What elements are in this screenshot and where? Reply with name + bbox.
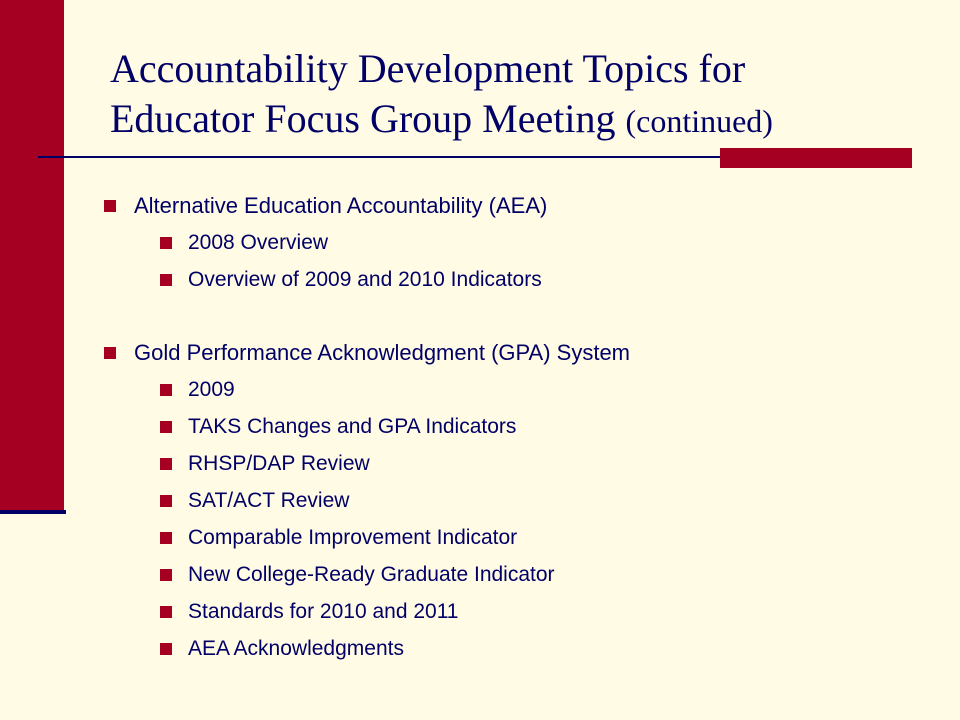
bullet-item bbox=[160, 412, 516, 442]
bullet-text: Standards for 2010 and 2011 bbox=[188, 600, 459, 623]
bullet-square-icon bbox=[160, 532, 172, 544]
bullet-text: Alternative Education Accountability (AEA) bbox=[134, 193, 548, 218]
bullet-text: SAT/ACT Review bbox=[188, 489, 350, 512]
bullet-square-icon bbox=[160, 421, 172, 433]
bullet-square-icon bbox=[160, 569, 172, 581]
slide-title-note: (continued) bbox=[625, 103, 773, 139]
bullet-square-icon bbox=[160, 274, 172, 286]
bullet-item bbox=[160, 560, 555, 590]
bullet-text: RHSP/DAP Review bbox=[188, 452, 370, 475]
bullet-square-icon bbox=[160, 237, 172, 249]
bullet-item bbox=[160, 375, 235, 405]
bullet-item bbox=[160, 523, 517, 553]
bullet-item bbox=[160, 228, 328, 258]
bullet-square-icon bbox=[160, 495, 172, 507]
slide-title-line-2-text: Educator Focus Group Meeting bbox=[110, 96, 616, 141]
bullet-text: Comparable Improvement Indicator bbox=[188, 526, 518, 549]
bullet-square-icon bbox=[160, 606, 172, 618]
bullet-text: 2009 bbox=[188, 378, 235, 401]
bullet-item bbox=[160, 449, 370, 479]
bullet-item bbox=[160, 597, 459, 627]
bullet-text: TAKS Changes and GPA Indicators bbox=[188, 415, 517, 438]
bullet-section-gpa bbox=[104, 338, 630, 368]
bullet-item bbox=[160, 634, 404, 664]
slide-title-line-1: Accountability Development Topics for bbox=[110, 46, 746, 91]
bullet-text: Gold Performance Acknowledgment (GPA) System bbox=[134, 340, 631, 365]
bullet-square-icon bbox=[160, 458, 172, 470]
bullet-square-icon bbox=[104, 200, 116, 212]
bullet-text: Overview of 2009 and 2010 Indicators bbox=[188, 268, 542, 291]
bullet-item bbox=[160, 265, 542, 295]
bullet-text: 2008 Overview bbox=[188, 231, 329, 254]
bullet-item bbox=[160, 486, 349, 516]
bullet-square-icon bbox=[160, 384, 172, 396]
bullet-section-aea bbox=[104, 191, 547, 221]
bullet-text: New College-Ready Graduate Indicator bbox=[188, 563, 555, 586]
bullet-square-icon bbox=[160, 643, 172, 655]
bullet-square-icon bbox=[104, 347, 116, 359]
bullet-text: AEA Acknowledgments bbox=[188, 637, 404, 660]
